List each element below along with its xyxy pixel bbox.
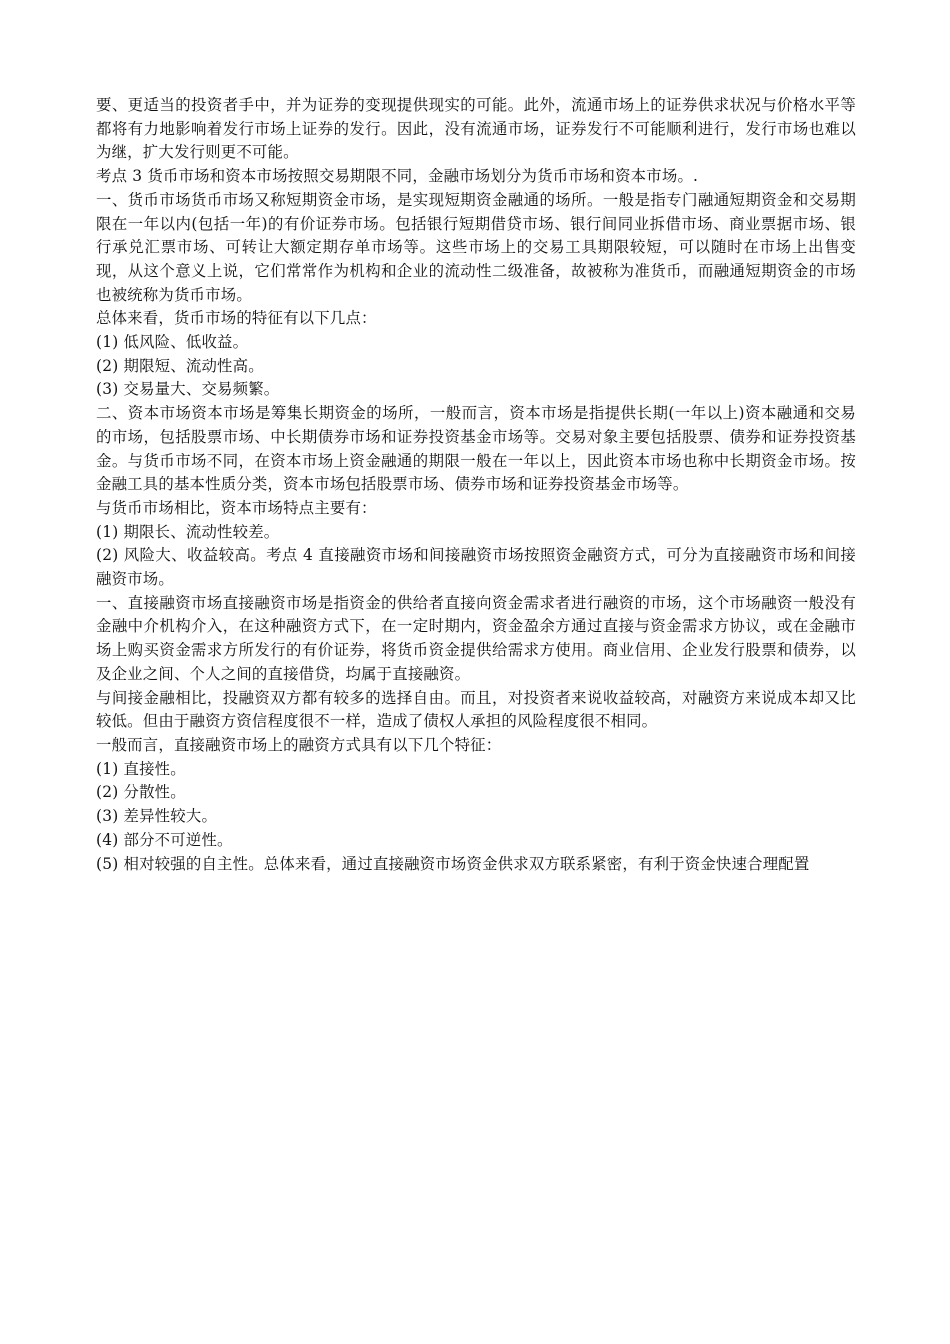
paragraph-direct-financing-market: 一、直接融资市场直接融资市场是指资金的供给者直接向资金需求者进行融资的市场，这个市场融资一般没有金融中介机构介入，在这种融资方式下，在一定时期内，资金盈余方通过直接与资金需求方协议，或在金融市场上购买资金需求方所发行的有价证券，将货币资金提供给需求方使用。商业信用、企业发行股票和债券，以及企业之间、个人之间的直接借贷，均属于直接融资。 [96, 593, 856, 683]
list-item-direct-3: (3) 差异性较大。 [96, 807, 218, 826]
paragraph-capital-market: 二、资本市场资本市场是筹集长期资金的场所，一般而言，资本市场是指提供长期(一年以上)资本融通和交易的市场，包括股票市场、中长期债券市场和证券投资基金市场等。交易对象主要包括股票、债券和证券投资基金。与货币市场不同，在资本市场上资金融通的期限一般在一年以上，因此资本市场也称中长期资金市场。按金融工具的基本性质分类，资本市场包括股票市场、债券市场和证券投资基金市场等。 [96, 404, 856, 494]
list-item-money-1: (1) 低风险、低收益。 [96, 333, 249, 352]
paragraph-topic-3-heading: 考点 3 货币市场和资本市场按照交易期限不同，金融市场划分为货币市场和资本市场。. [96, 167, 699, 186]
list-item-capital-1: (1) 期限长、流动性较差。 [96, 522, 280, 541]
paragraph-money-market-features-intro: 总体来看，货币市场的特征有以下几点： [96, 309, 377, 328]
list-item-direct-2: (2) 分散性。 [96, 783, 186, 802]
paragraph-capital-market-features-intro: 与货币市场相比，资本市场特点主要有： [96, 498, 377, 517]
paragraph-money-market: 一、货币市场货币市场又称短期资金市场，是实现短期资金融通的场所。一般是指专门融通短期资金和交易期限在一年以内(包括一年)的有价证券市场。包括银行短期借贷市场、银行间同业拆借市场、商业票据市场、银行承兑汇票市场、可转让大额定期存单市场等。这些市场上的交易工具期限较短，可以随时在市场上出售变现，从这个意义上说，它们常常作为机构和企业的流动性二级准备，故被称为准货币，而融通短期资金的市场也被统称为货币市场。 [96, 190, 856, 304]
paragraph-securities-circulation: 要、更适当的投资者手中，并为证券的变现提供现实的可能。此外，流通市场上的证券供求状况与价格水平等都将有力地影响着发行市场上证券的发行。因此，没有流通市场，证券发行不可能顺利进行，发行市场也难以为继，扩大发行则更不可能。 [96, 96, 856, 162]
paragraph-direct-vs-indirect: 与间接金融相比，投融资双方都有较多的选择自由。而且，对投资者来说收益较高，对融资方来说成本却又比较低。但由于融资方资信程度很不一样，造成了债权人承担的风险程度很不相同。 [96, 688, 856, 731]
list-item-direct-5: (5) 相对较强的自主性。总体来看，通过直接融资市场资金供求双方联系紧密，有利于资金快速合理配置 [96, 854, 810, 873]
list-item-direct-4: (4) 部分不可逆性。 [96, 830, 233, 849]
document-body [96, 94, 856, 876]
list-item-money-2: (2) 期限短、流动性高。 [96, 356, 264, 375]
list-item-direct-1: (1) 直接性。 [96, 759, 186, 778]
list-item-money-3: (3) 交易量大、交易频繁。 [96, 380, 280, 399]
paragraph-direct-features-intro: 一般而言，直接融资市场上的融资方式具有以下几个特征： [96, 735, 502, 754]
list-item-capital-2: (2) 风险大、收益较高。考点 4 直接融资市场和间接融资市场按照资金融资方式，可分为直接融资市场和间接融资市场。 [96, 546, 856, 589]
